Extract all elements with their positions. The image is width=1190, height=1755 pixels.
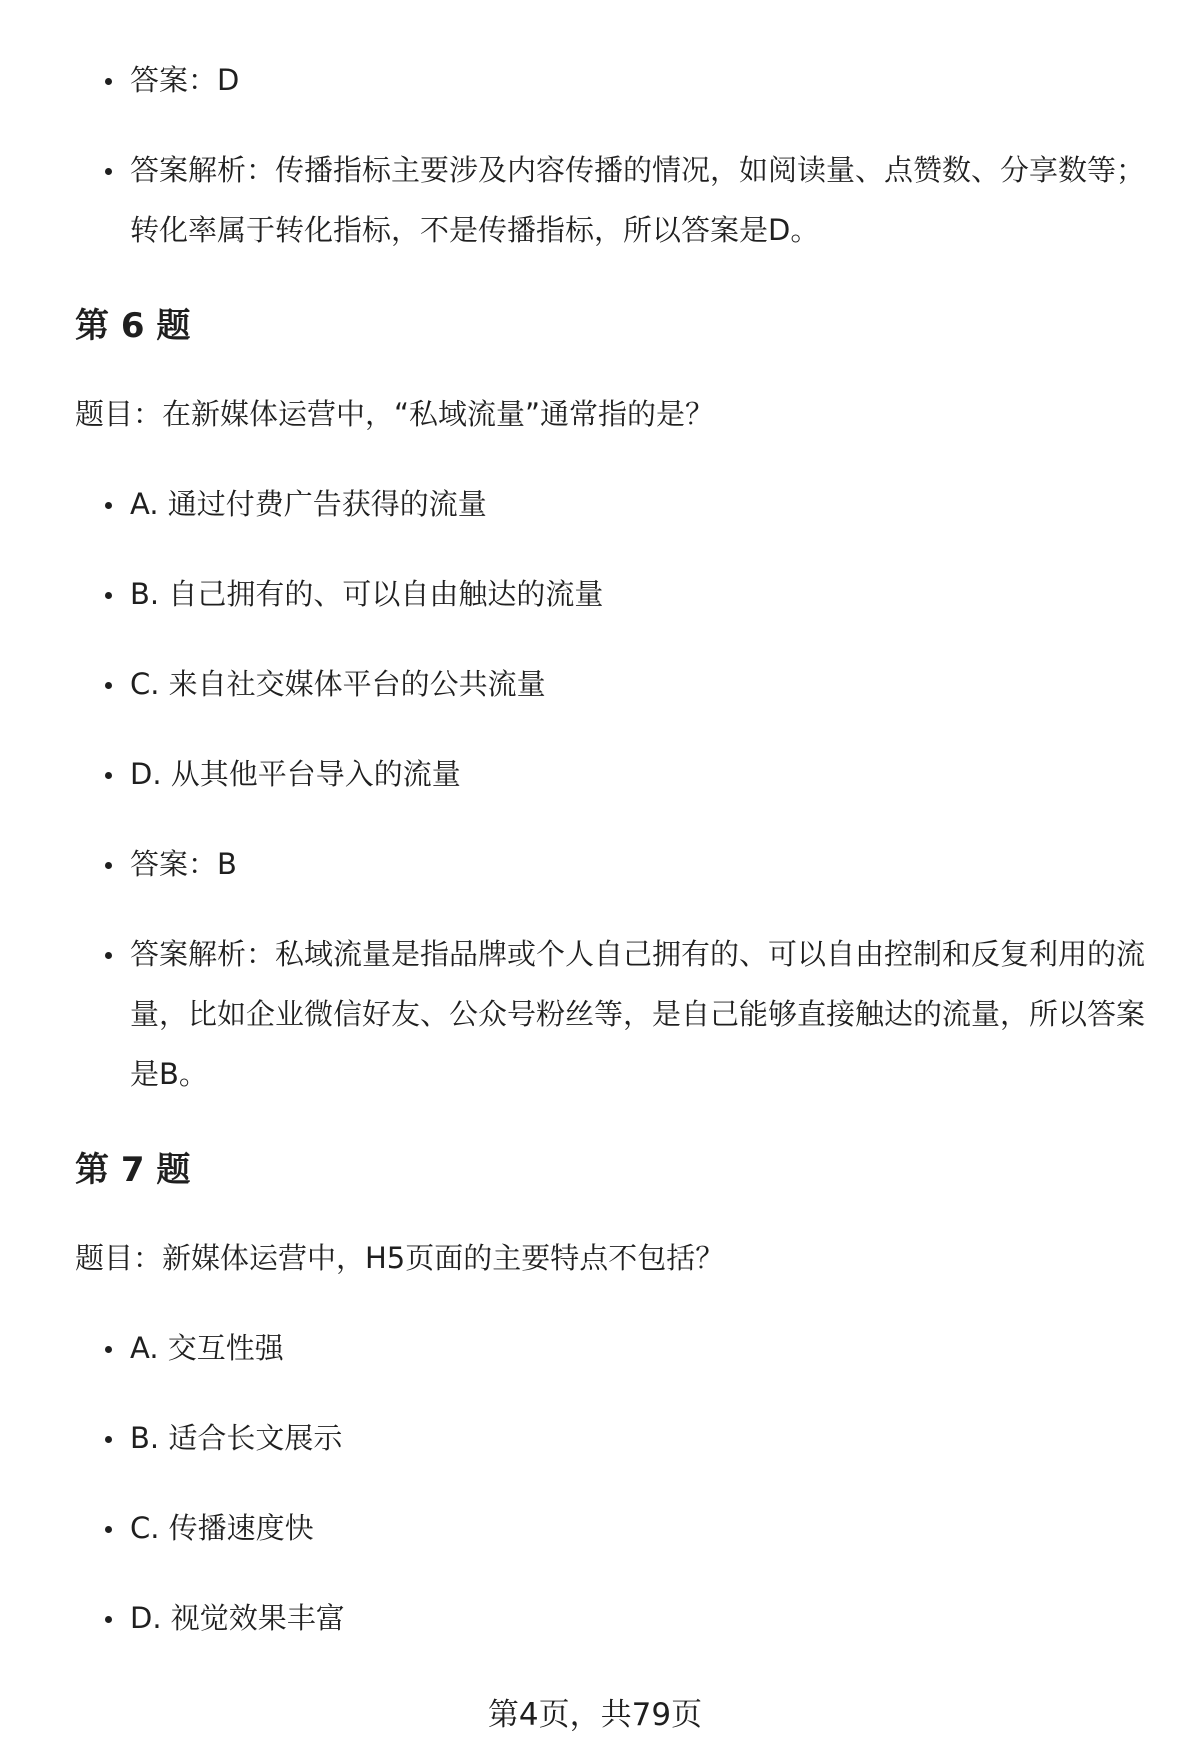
question-6-text: 题目：在新媒体运营中，“私域流量”通常指的是？ xyxy=(75,397,715,431)
prev-explanation: 答案解析：传播指标主要涉及内容传播的情况，如阅读量、点赞数、分享数等；转化率属于转化指标，不是传播指标，所以答案是D。 xyxy=(75,140,1170,260)
option-d: D. 从其他平台导入的流量 xyxy=(75,744,1170,804)
question-7-title: 第 7 题 xyxy=(75,1150,191,1190)
option-a: A. 交互性强 xyxy=(75,1318,1170,1378)
option-a: A. 通过付费广告获得的流量 xyxy=(75,474,1170,534)
document-page xyxy=(75,50,1170,1648)
page-number: 第4页，共79页 xyxy=(487,1697,703,1733)
question-6-title: 第 6 题 xyxy=(75,306,191,346)
question-6-answer: 答案：B xyxy=(75,834,1170,894)
option-b: B. 适合长文展示 xyxy=(75,1408,1170,1468)
option-d: D. 视觉效果丰富 xyxy=(75,1588,1170,1648)
option-b: B. 自己拥有的、可以自由触达的流量 xyxy=(75,564,1170,624)
question-7-text: 题目：新媒体运营中，H5页面的主要特点不包括？ xyxy=(75,1241,725,1275)
question-7-options xyxy=(75,1318,1170,1648)
question-6-explanation: 答案解析：私域流量是指品牌或个人自己拥有的、可以自由控制和反复利用的流量，比如企业微信好友、公众号粉丝等，是自己能够直接触达的流量，所以答案是B。 xyxy=(75,924,1170,1104)
prev-answer: 答案：D xyxy=(75,50,1170,110)
question-6-options xyxy=(75,474,1170,1104)
option-c: C. 传播速度快 xyxy=(75,1498,1170,1558)
option-c: C. 来自社交媒体平台的公共流量 xyxy=(75,654,1170,714)
prev-question-list xyxy=(75,50,1170,260)
